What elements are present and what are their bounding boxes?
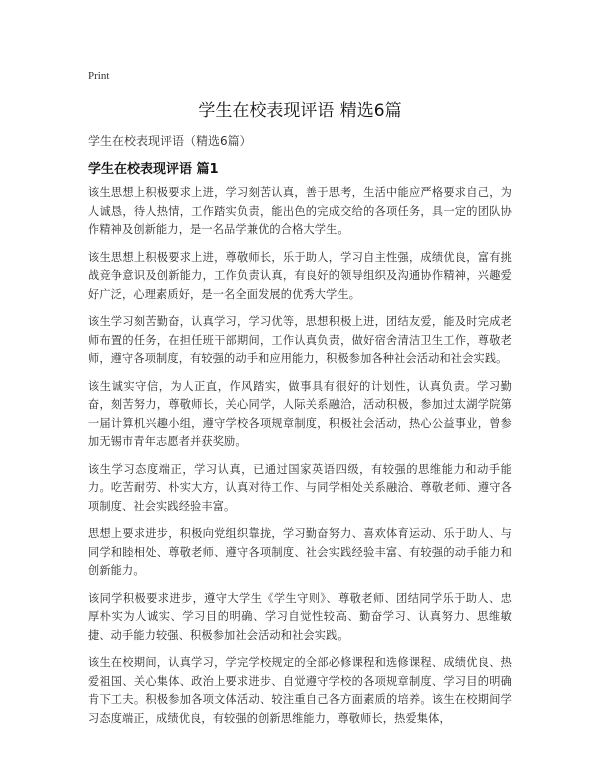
document-title: 学生在校表现评语 精选6篇 bbox=[198, 101, 402, 121]
document-subtitle: 学生在校表现评语（精选6篇） bbox=[88, 134, 252, 148]
paragraph: 该同学积极要求进步，遵守大学生《学生守则》、尊敬老师、团结同学乐于助人、忠厚朴实为人诚实、学习目的明确、学习自觉性较高、勤奋学习、认真努力、思维敏捷、动手能力较强、积极参加社会活动和社会实践。 bbox=[88, 591, 512, 642]
paragraph: 该生学习态度端正，学习认真，已通过国家英语四级，有较强的思维能力和动手能力。吃苦耐劳、朴实大方，认真对待工作、与同学相处关系融洽、尊敬老师、遵守各项制度、社会实践经验丰富。 bbox=[88, 462, 512, 513]
section-heading: 学生在校表现评语 篇1 bbox=[88, 162, 219, 177]
paragraph-list bbox=[88, 184, 512, 737]
paragraph: 该生诚实守信，为人正直，作风踏实，做事具有很好的计划性，认真负责。学习勤奋，刻苦努力，尊敬师长，关心同学，人际关系融洽，活动积极，参加过太湖学院第一届计算机兴趣小组，遵守学校各项规章制度，积极社会活动，热心公益事业，曾参加无锡市青年志愿者并获奖励。 bbox=[88, 379, 512, 448]
paragraph: 思想上要求进步，积极向党组织靠拢，学习勤奋努力、喜欢体育运动、乐于助人、与同学和睦相处、尊敬老师、遵守各项制度、社会实践经验丰富、有较强的动手能力和创新能力。 bbox=[88, 527, 512, 577]
print-label: Print bbox=[88, 70, 110, 82]
paragraph: 该生思想上积极要求上进，学习刻苦认真，善于思考，生活中能应严格要求自己，为人诚恳，待人热情，工作踏实负责，能出色的完成交给的各项任务，具一定的团队协作精神及创新能力，是一名品学兼优的合格大学生。 bbox=[88, 186, 512, 236]
paragraph: 该生思想上积极要求上进，尊敬师长，乐于助人，学习自主性强，成绩优良，富有挑战竞争意识及创新能力，工作负责认真，有良好的领导组织及沟通协作精神，兴趣爱好广泛，心理素质好，是一名全面发展的优秀大学生。 bbox=[88, 250, 512, 301]
paragraph: 该生学习刻苦勤奋，认真学习，学习优等，思想积极上进，团结友爱，能及时完成老师布置的任务，在担任班干部期间，工作认真负责，做好宿舍清洁卫生工作，尊敬老师，遵守各项制度，有较强的动手和应用能力，积极参加各种社会活动和社会实践。 bbox=[88, 315, 512, 365]
paragraph: 该生在校期间，认真学习，学完学校规定的全部必修课程和选修课程、成绩优良、热爱祖国、关心集体、政治上要求进步、自觉遵守学校的各项规章制度、学习目的明确肯下工夫。积极参加各项文体活动、较注重自己各方面素质的培养。该生在校期间学习态度端正，成绩优良，有较强的创新思维能力，尊敬师长，热爱集体， bbox=[88, 656, 512, 725]
